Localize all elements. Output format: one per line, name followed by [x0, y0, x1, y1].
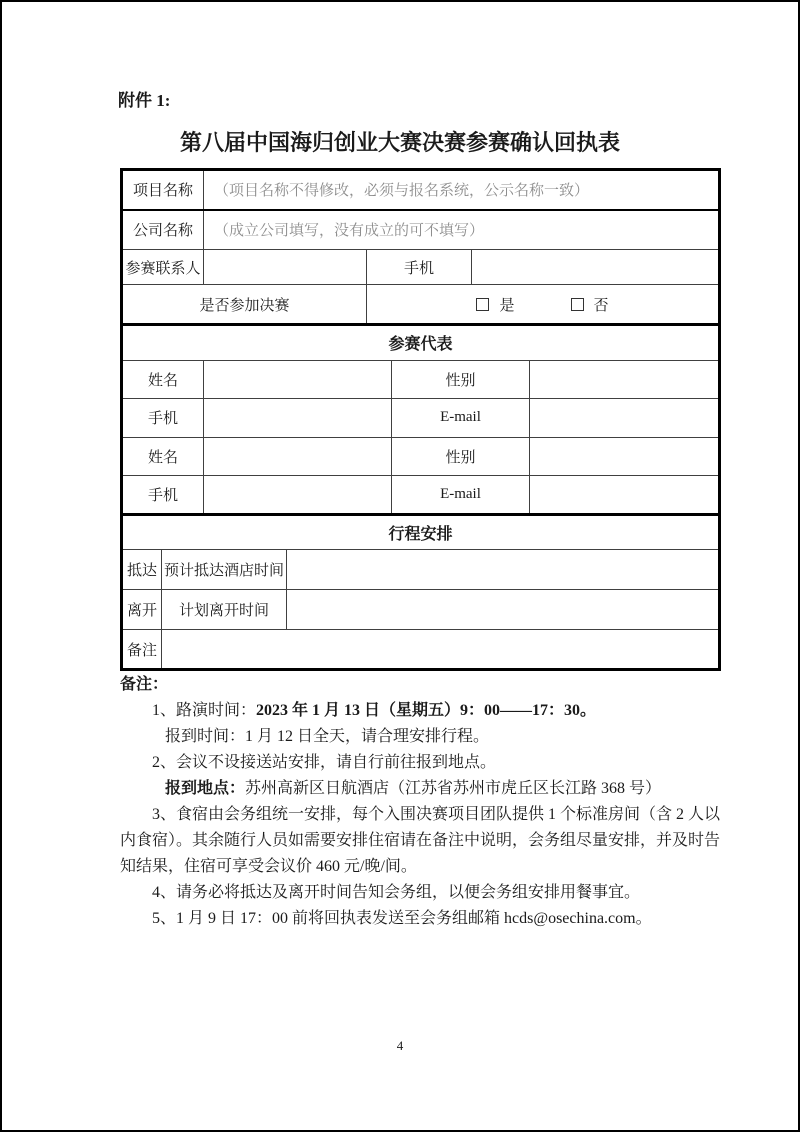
- page-number: 4: [396, 1038, 404, 1053]
- rep1-name-label: 姓名: [122, 360, 204, 398]
- company-name-input-cell[interactable]: （成立公司填写，没有成立的可不填写）: [204, 210, 720, 250]
- attend-final-options-cell: [367, 285, 720, 325]
- confirmation-form: [120, 168, 718, 671]
- note-item-1-prefix: 1、路演时间：: [152, 702, 257, 719]
- note-item-1: [120, 698, 720, 724]
- rep2-name-label: 姓名: [122, 437, 204, 475]
- notes-heading: 备注：: [120, 676, 169, 693]
- representatives-section-header: 参赛代表: [122, 326, 720, 360]
- rep2-email-label: E-mail: [392, 475, 530, 514]
- contact-phone-input-cell[interactable]: [472, 250, 720, 285]
- contact-person-input-cell[interactable]: [204, 250, 367, 285]
- rep1-email-label: E-mail: [392, 398, 530, 437]
- departure-time-input-cell[interactable]: [287, 590, 720, 630]
- remark-input-cell[interactable]: [162, 630, 720, 670]
- note-item-1-time: 2023 年 1 月 13 日（星期五）9：00——17：30。: [256, 702, 597, 719]
- attend-no-label: 否: [593, 297, 609, 314]
- attend-no-checkbox[interactable]: [571, 298, 584, 311]
- attend-yes-checkbox[interactable]: [476, 298, 489, 311]
- note-item-1-sub: 报到时间：1 月 12 日全天，请合理安排行程。: [165, 728, 490, 745]
- note-item-5: 5、1 月 9 日 17：00 前将回执表发送至会务组邮箱 hcds@osechina.com。: [152, 910, 652, 927]
- rep1-phone-label: 手机: [122, 398, 204, 437]
- departure-time-label: 计划离开时间: [162, 590, 287, 630]
- company-name-label: 公司名称: [122, 210, 204, 250]
- rep1-gender-input-cell[interactable]: [530, 360, 720, 398]
- page-title: 第八届中国海归创业大赛决赛参赛确认回执表: [179, 130, 620, 155]
- note-item-2: 2、会议不设接送站安排，请自行前往报到地点。: [152, 754, 497, 771]
- rep2-email-input-cell[interactable]: [530, 475, 720, 514]
- rep1-gender-label: 性别: [392, 360, 530, 398]
- arrival-time-label: 预计抵达酒店时间: [162, 550, 287, 590]
- project-name-input-cell[interactable]: （项目名称不得修改，必须与报名系统，公示名称一致）: [204, 170, 720, 210]
- attend-yes-label: 是: [499, 297, 515, 314]
- rep2-gender-label: 性别: [392, 437, 530, 475]
- note-item-2-sub-address: 苏州高新区日航酒店（江苏省苏州市虎丘区长江路 368 号）: [245, 780, 662, 797]
- contact-phone-label: 手机: [367, 250, 472, 285]
- arrival-category-label: 抵达: [122, 550, 162, 590]
- remark-label: 备注: [122, 630, 162, 670]
- note-item-4: 4、请务必将抵达及离开时间告知会务组，以便会务组安排用餐事宜。: [152, 884, 641, 901]
- notes-section: [120, 672, 720, 932]
- rep1-phone-input-cell[interactable]: [204, 398, 392, 437]
- arrival-time-input-cell[interactable]: [287, 550, 720, 590]
- attend-no-option[interactable]: [571, 294, 609, 315]
- rep2-phone-input-cell[interactable]: [204, 475, 392, 514]
- departure-category-label: 离开: [122, 590, 162, 630]
- itinerary-section-header: 行程安排: [122, 516, 720, 550]
- basic-info-table: [120, 168, 721, 326]
- attend-final-label: 是否参加决赛: [122, 285, 367, 325]
- attend-yes-option[interactable]: [476, 294, 514, 315]
- rep2-gender-input-cell[interactable]: [530, 437, 720, 475]
- note-item-2-sub-label: 报到地点：: [165, 780, 246, 797]
- rep2-name-input-cell[interactable]: [204, 437, 392, 475]
- itinerary-table: [120, 516, 721, 672]
- project-name-label: 项目名称: [122, 170, 204, 210]
- rep2-phone-label: 手机: [122, 475, 204, 514]
- contact-person-label: 参赛联系人: [122, 250, 204, 285]
- rep1-name-input-cell[interactable]: [204, 360, 392, 398]
- representatives-table: [120, 326, 721, 516]
- rep1-email-input-cell[interactable]: [530, 398, 720, 437]
- note-item-3: 3、食宿由会务组统一安排，每个入围决赛项目团队提供 1 个标准房间（含 2 人以内食宿）。其余随行人员如需要安排住宿请在备注中说明，会务组尽量安排，并及时告知结果，住宿可享受会议价 460 元/晚/间。: [120, 806, 721, 875]
- attachment-label: 附件 1:: [118, 91, 171, 110]
- note-item-2-sub: [120, 776, 720, 802]
